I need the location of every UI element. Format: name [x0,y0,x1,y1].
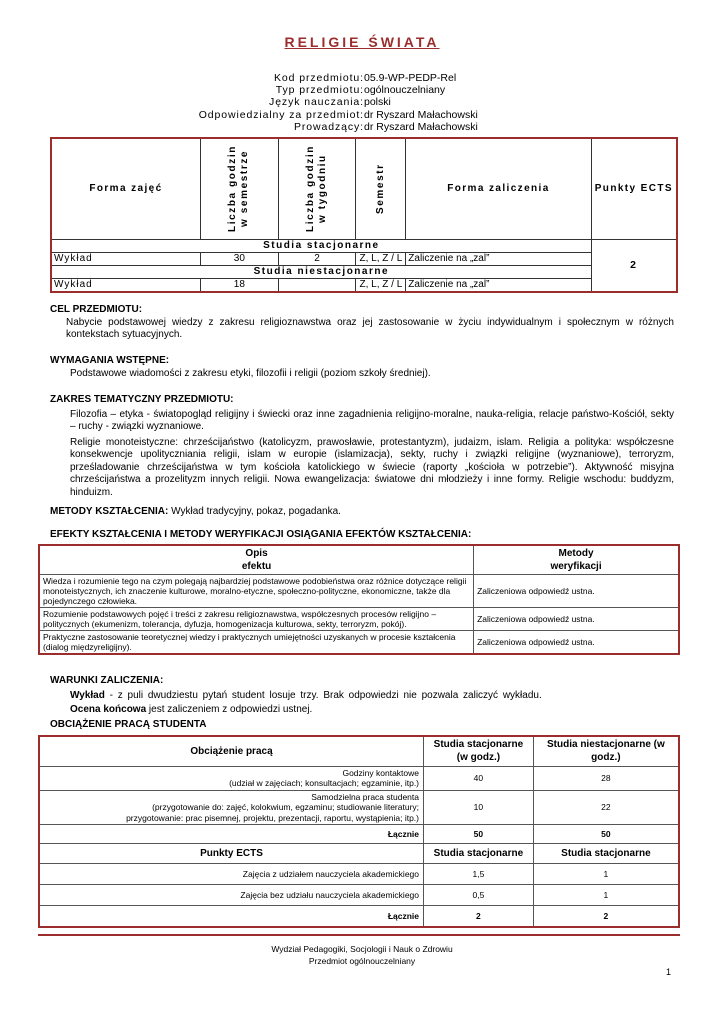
page-number: 1 [666,967,672,977]
outcome-method: Zaliczeniowa odpowiedź ustna. [474,575,679,608]
ects-total-label: Łącznie [39,906,424,927]
header-hours-semester: Liczba godzin w semestrze [200,138,278,239]
fulltime-band [51,239,677,252]
meta-value: ogólnouczelniany [364,84,446,97]
section-metody [50,506,680,519]
meta-row-type [0,84,724,96]
outcome-row [39,631,679,655]
cell-semester: Z, L, Z / L [356,278,406,292]
workload-header-row [39,736,679,766]
ects-header-row [39,844,679,864]
ects-row-full: 1,5 [424,864,534,885]
ects-row-full: 0,5 [424,885,534,906]
fulltime-row [51,252,677,265]
header-ects: Punkty ECTS [591,138,677,239]
workload-col-label: Obciążenie pracą [39,736,424,766]
ects-value: 2 [591,239,677,292]
ects-col-part: Studia stacjonarne [533,844,679,864]
meta-value: polski [364,96,391,109]
header-hours-week: Liczba godzin w tygodniu [278,138,356,239]
meta-label: Język nauczania: [269,96,364,109]
self-label: Samodzielna praca studenta (przygotowanie do: zajęć, kolokwium, egzaminu; studiowanie literatury; przygotowanie: prac pisemnej, projektu, prezentacji, raportu, wystąpienia; itp.) [39,790,424,825]
workload-total-row [39,825,679,844]
ects-col-label: Punkty ECTS [39,844,424,864]
outcomes-col-method: Metody weryfikacji [474,545,679,575]
section-wymagania [50,355,680,380]
ects-row-label: Zajęcia z udziałem nauczyciela akademickiego [39,864,424,885]
classes-header-row [51,138,677,239]
parttime-band [51,265,677,278]
workload-table [38,735,680,928]
footer-divider [38,934,680,936]
contact-full: 40 [424,766,534,790]
meta-row-language [0,96,724,108]
meta-row-responsible [0,109,724,121]
footer-subject-type: Przedmiot ogólnouczelniany [308,956,416,966]
cell-hours-semester: 18 [200,278,278,292]
total-label: Łącznie [39,825,424,844]
meta-label: Kod przedmiotu: [274,72,364,84]
footer [0,943,724,967]
ects-total-part: 2 [533,906,679,927]
outcome-desc: Rozumienie podstawowych pojęć i treści z zakresu religioznawstwa, współczesnych procesów religijno – politycznych (ekumenizm, tolerancja, dyfuzja, homogenizacja kulturowa, sekty, terroryzm, pokój). [39,608,474,631]
meta-label: Typ przedmiotu: [275,84,364,97]
zakres-p1: Filozofia – etyka - światopogląd religijny i świecki oraz inne zagadnienia religijno-moralne, nauka-religia, relacje państwo-Kościół, sekty – ruchy - związki wyznaniowe. [70,408,674,432]
classes-table [50,137,678,293]
outcomes-col-desc: Opis efektu [39,545,474,575]
meta-row-lecturer [0,121,724,133]
wymagania-text: Podstawowe wiadomości z zakresu etyki, filozofii i religii (poziom szkoły średniej). [70,367,431,379]
metody-text: Wykład tradycyjny, pokaz, pogadanka. [171,506,341,517]
outcomes-header-row [39,545,679,575]
meta-value: 05.9-WP-PEDP-Rel [364,72,457,84]
cell-assessment: Zaliczenie na „zal” [406,278,591,292]
cell-hours-week [278,278,356,292]
outcome-row [39,608,679,631]
warunki-line1: Wykład - z puli dwudziestu pytań student losuje trzy. Brak odpowiedzi nie pozwala zaliczyć wykładu. [70,689,542,701]
course-meta [0,72,724,133]
total-full: 50 [424,825,534,844]
cell-form: Wykład [51,252,200,265]
warunki-heading: WARUNKI ZALICZENIA: [50,675,164,686]
contact-part: 28 [533,766,679,790]
parttime-label: Studia niestacjonarne [51,265,591,278]
header-assessment: Forma zaliczenia [406,138,591,239]
workload-self-row [39,790,679,825]
meta-value: dr Ryszard Małachowski [364,120,478,133]
meta-label: Odpowiedzialny za przedmiot: [198,108,364,121]
self-full: 10 [424,790,534,825]
fulltime-label: Studia stacjonarne [51,239,591,252]
self-part: 22 [533,790,679,825]
ects-col-full: Studia stacjonarne [424,844,534,864]
workload-col-full: Studia stacjonarne (w godz.) [424,736,534,766]
cell-assessment: Zaliczenie na „zal” [406,252,591,265]
document-title: RELIGIE ŚWIATA [284,34,440,50]
ects-row-part: 1 [533,885,679,906]
outcome-desc: Wiedza i rozumienie tego na czym polegają najbardziej podstawowe podobieństwa oraz różnice dotyczące religii monoteistycznych, ich znaczenie kulturowe, moralno-etyczne, społeczno-polityczne, ekonomiczne, także dla pojedynczego człowieka. [39,575,474,608]
efekty-heading: EFEKTY KSZTAŁCENIA I METODY WERYFIKACJI OSIĄGANIA EFEKTÓW KSZTAŁCENIA: [50,529,472,540]
wymagania-heading: WYMAGANIA WSTĘPNE: [50,355,170,366]
cell-hours-week: 2 [278,252,356,265]
contact-label: Godziny kontaktowe (udział w zajęciach; konsultacjach; egzaminie, itp.) [39,766,424,790]
zakres-heading: ZAKRES TEMATYCZNY PRZEDMIOTU: [50,394,234,405]
ects-total-full: 2 [424,906,534,927]
section-zakres [50,394,680,499]
outcome-row [39,575,679,608]
footer-faculty: Wydział Pedagogiki, Socjologii i Nauk o Zdrowiu [271,944,453,954]
header-semester: Semestr [356,138,406,239]
warunki-line2: Ocena końcowa jest zaliczeniem z odpowiedzi ustnej. [70,704,313,715]
total-part: 50 [533,825,679,844]
outcome-method: Zaliczeniowa odpowiedź ustna. [474,631,679,655]
metody-heading: METODY KSZTAŁCENIA: [50,506,169,517]
outcomes-table [38,544,680,655]
meta-row-code [0,72,724,84]
section-warunki [50,675,680,717]
zakres-p2: Religie monoteistyczne: chrześcijaństwo (katolicyzm, prawosławie, protestantyzm), judaizm, islam. Religia a polityka: współczesne konsekwencje upolityczniania religii, islam w europie (islamizacja), sekty, ruchy i związki religijne (wyznaniowe), terroryzm, prześladowanie chrześcijaństwa w tym kościoła katolickiego w świecie (raporty „kościoła w potrzebie”). Aktywność misyjna chrześcijaństwa a prozelityzm innych religii. Nowa ewangelizacja: światowe dni młodzieży i inne formy. Religie wschodu: buddyzm, hinduizm. [70,436,674,498]
cel-text: Nabycie podstawowej wiedzy z zakresu religioznawstwa oraz jej zastosowanie w życiu indywidualnym i społecznym w różnych kontekstach sytuacyjnych. [66,316,674,340]
cel-heading: CEL PRZEDMIOTU: [50,304,143,315]
workload-contact-row [39,766,679,790]
cell-hours-semester: 30 [200,252,278,265]
ects-row-label: Zajęcia bez udziału nauczyciela akademickiego [39,885,424,906]
meta-label: Prowadzący: [293,120,364,133]
header-form: Forma zajęć [51,138,200,239]
ects-row-part: 1 [533,864,679,885]
ects-row [39,885,679,906]
ects-row [39,864,679,885]
ects-total-row [39,906,679,927]
cell-semester: Z, L, Z / L [356,252,406,265]
section-cel [50,304,680,342]
outcome-desc: Praktyczne zastosowanie teoretycznej wiedzy i praktycznych umiejętności uzyskanych w procesie kształcenia (dialog międzyreligijny). [39,631,474,655]
outcome-method: Zaliczeniowa odpowiedź ustna. [474,608,679,631]
cell-form: Wykład [51,278,200,292]
workload-col-part: Studia niestacjonarne (w godz.) [533,736,679,766]
parttime-row [51,278,677,292]
meta-value: dr Ryszard Małachowski [364,108,478,121]
obciazenie-heading: OBCIĄŻENIE PRACĄ STUDENTA [50,719,207,730]
